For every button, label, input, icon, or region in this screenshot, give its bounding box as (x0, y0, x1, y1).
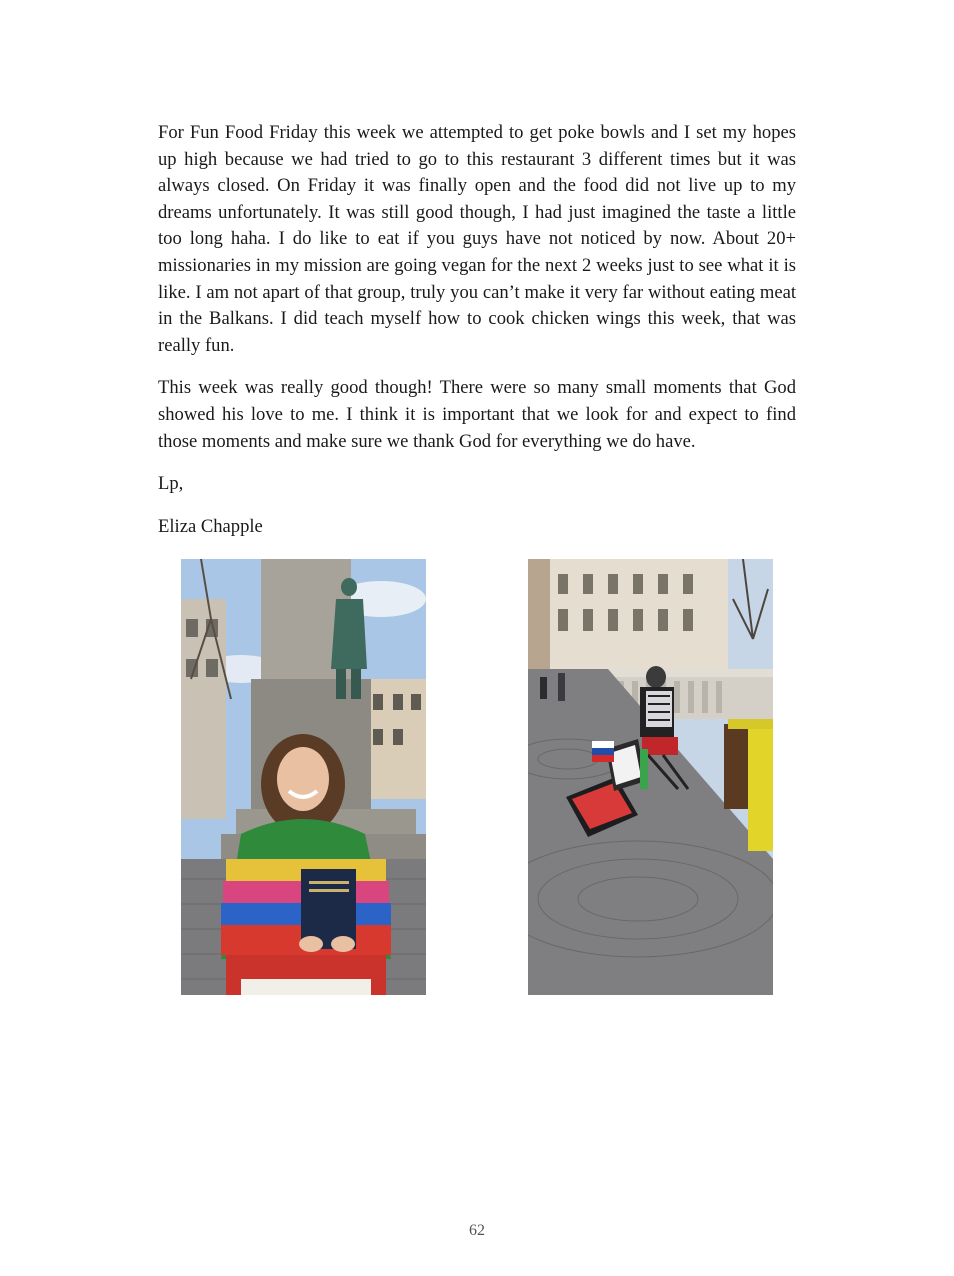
signature: Eliza Chapple (158, 515, 263, 537)
paragraph-2: This week was really good though! There were so many small moments that God showed his love to me. I think it is important that we look for and expect to find those moments and make sure we thank God for everything we do have. (158, 377, 796, 452)
letter-body (158, 120, 796, 556)
page-number: 62 (469, 1222, 485, 1239)
photo-statue-portrait (181, 559, 426, 995)
closing: Lp, (158, 473, 184, 495)
paragraph-1: For Fun Food Friday this week we attempted to get poke bowls and I set my hopes up high because we had tried to go to this restaurant 3 different times but it was always closed. On Friday it was finally open and the food did not live up to my dreams unfortunately. It was still good though, I had just imagined the taste a little too long haha. I do like to eat if you guys have not noticed by now. About 20+ missionaries in my mission are going vegan for the next 2 weeks just to see what it is like. I am not apart of that group, truly you can’t make it very far without eating meat in the Balkans. I did teach myself how to cook chicken wings this week, that was really fun. (158, 122, 796, 356)
photo-bridge-musician (528, 559, 773, 995)
